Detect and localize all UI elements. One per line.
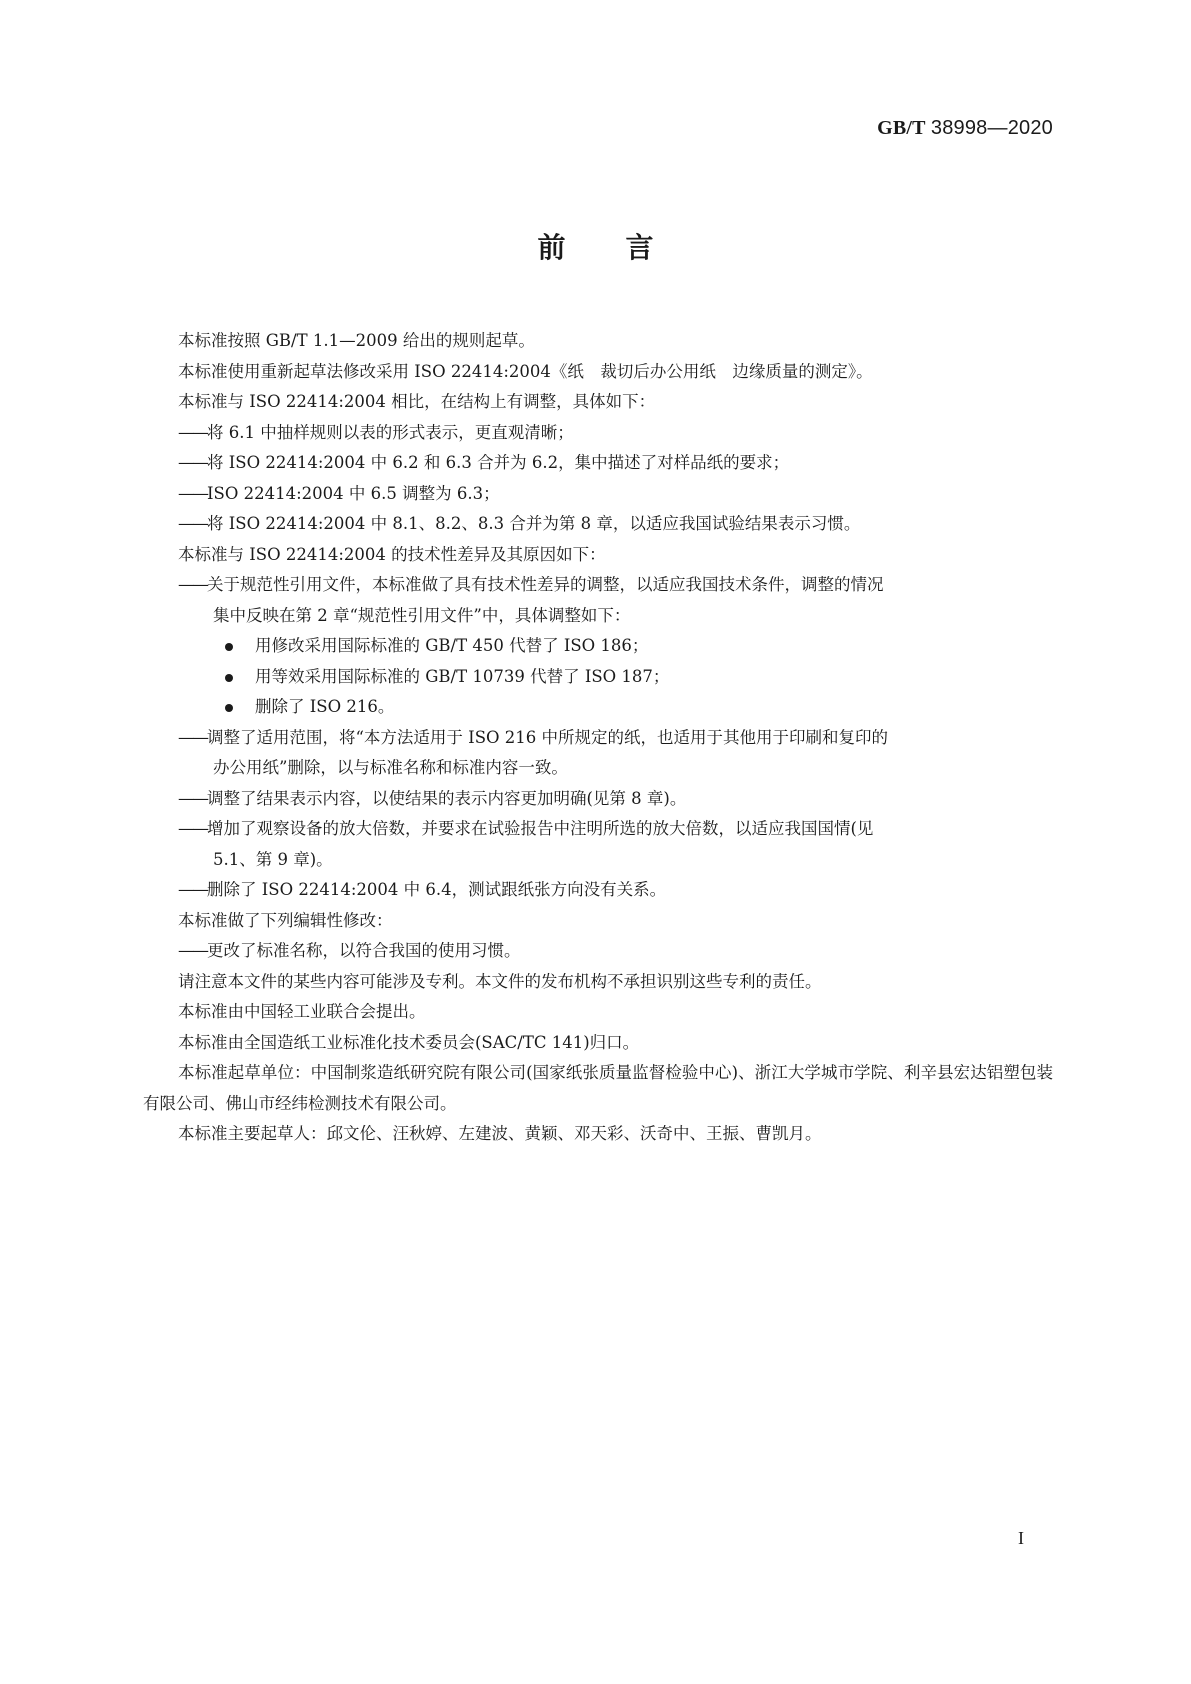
foreword-body xyxy=(143,326,1053,1150)
page-number: I xyxy=(1018,1528,1024,1548)
dash-item: ——将 6.1 中抽样规则以表的形式表示，更直观清晰； xyxy=(178,422,574,442)
dash-item: ——将 ISO 22414:2004 中 6.2 和 6.3 合并为 6.2，集中描述了对样品纸的要求； xyxy=(178,453,790,472)
paragraph: 请注意本文件的某些内容可能涉及专利。本文件的发布机构不承担识别这些专利的责任。 xyxy=(178,971,822,991)
dash-item: ——更改了标准名称，以符合我国的使用习惯。 xyxy=(178,941,521,960)
dash-mark: —— xyxy=(178,727,207,747)
dash-item: ——将 ISO 22414:2004 中 8.1、8.2、8.3 合并为第 8 章，以适应我国试验结果表示习惯。 xyxy=(178,514,861,533)
paragraph: 本标准与 ISO 22414:2004 的技术性差异及其原因如下： xyxy=(178,544,606,564)
dash-item: ——调整了适用范围，将“本方法适用于 ISO 216 中所规定的纸，也适用于其他用于印刷和复印的 办公用纸”删除，以与标准名称和标准内容一致。 xyxy=(178,727,889,777)
dash-mark: —— xyxy=(178,514,207,533)
dash-item: ——关于规范性引用文件，本标准做了具有技术性差异的调整，以适应我国技术条件，调整的情况 集中反映在第 2 章“规范性引用文件”中，具体调整如下： xyxy=(178,575,884,625)
bullet-item: 用修改采用国际标准的 GB/T 450 代替了 ISO 186； xyxy=(143,631,1053,662)
paragraph: 本标准由全国造纸工业标准化技术委员会(SAC/TC 141)归口。 xyxy=(178,1032,640,1052)
dash-mark: —— xyxy=(178,788,207,808)
dash-mark: —— xyxy=(178,880,207,899)
dash-mark: —— xyxy=(178,941,207,960)
dash-item: ——ISO 22414:2004 中 6.5 调整为 6.3； xyxy=(178,483,500,503)
dash-mark: —— xyxy=(178,422,207,442)
bullet-icon xyxy=(225,643,233,651)
bullet-item: 删除了 ISO 216。 xyxy=(143,692,1053,723)
dash-mark: —— xyxy=(178,453,207,472)
paragraph: 本标准由中国轻工业联合会提出。 xyxy=(178,1002,426,1021)
bullet-icon xyxy=(225,674,233,682)
bullet-icon xyxy=(225,704,233,712)
paragraph: 本标准做了下列编辑性修改： xyxy=(178,910,393,930)
standard-number: 38998—2020 xyxy=(930,117,1053,139)
paragraph: 本标准与 ISO 22414:2004 相比，在结构上有调整，具体如下： xyxy=(178,392,656,411)
paragraph: 本标准使用重新起草法修改采用 ISO 22414:2004《纸 裁切后办公用纸 边缘质量的测定》。 xyxy=(178,361,873,381)
standard-code xyxy=(877,117,1053,140)
dash-item: ——删除了 ISO 22414:2004 中 6.4，测试跟纸张方向没有关系。 xyxy=(178,880,667,899)
dash-mark: —— xyxy=(178,819,207,838)
bullet-item: 用等效采用国际标准的 GB/T 10739 代替了 ISO 187； xyxy=(143,662,1053,693)
page-title: 前言 xyxy=(537,231,714,264)
dash-item: ——调整了结果表示内容，以使结果的表示内容更加明确(见第 8 章)。 xyxy=(178,788,687,808)
dash-mark: —— xyxy=(178,483,207,503)
paragraph: 本标准起草单位：中国制浆造纸研究院有限公司(国家纸张质量监督检验中心)、浙江大学城市学院、利辛县宏达铝塑包装有限公司、佛山市经纬检测技术有限公司。 xyxy=(143,1063,1053,1113)
dash-mark: —— xyxy=(178,575,207,594)
paragraph: 本标准主要起草人：邱文伦、汪秋婷、左建波、黄颖、邓天彩、沃奇中、王振、曹凯月。 xyxy=(178,1124,822,1143)
standard-prefix: GB/T xyxy=(877,117,926,139)
dash-item: ——增加了观察设备的放大倍数，并要求在试验报告中注明所选的放大倍数，以适应我国国情(见 5.1、第 9 章)。 xyxy=(178,819,874,869)
paragraph: 本标准按照 GB/T 1.1—2009 给出的规则起草。 xyxy=(178,331,535,350)
